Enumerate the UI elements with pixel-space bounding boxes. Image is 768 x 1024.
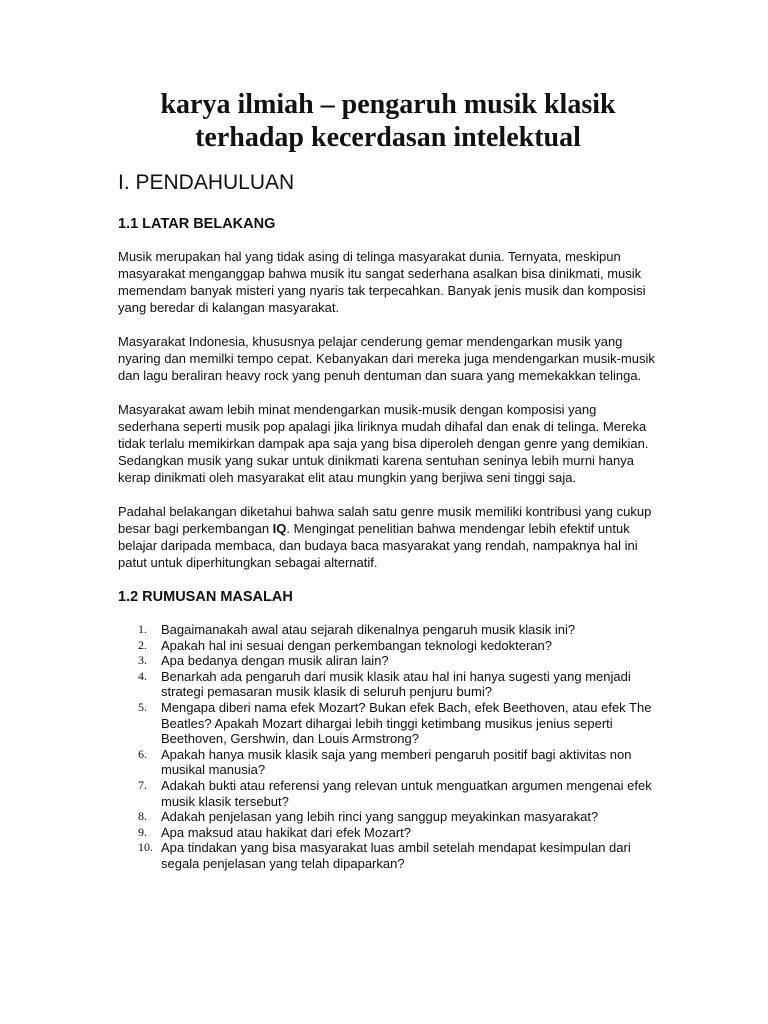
list-item-text: Bagaimanakah awal atau sejarah dikenalnya pengaruh musik klasik ini? (161, 622, 576, 637)
list-number: 1. (138, 622, 147, 636)
list-item-text: Apa tindakan yang bisa masyarakat luas ambil setelah mendapat kesimpulan dari segala penjelasan yang telah dipaparkan? (161, 840, 631, 871)
list-item (118, 653, 658, 669)
iq-bold-text: IQ (272, 521, 287, 536)
list-item (118, 840, 658, 871)
list-item (118, 747, 658, 778)
paragraph-text: . Mengingat penelitian bahwa mendengar lebih efektif untuk belajar daripada membaca, dan budaya baca masyarakat yang rendah, nampaknya hal ini patut untuk diperhitungkan sebagai alternatif. (118, 521, 638, 570)
list-item-text: Benarkah ada pengaruh dari musik klasik atau hal ini hanya sugesti yang menjadi strategi pemasaran musik klasik di seluruh penjuru bumi? (161, 668, 631, 700)
list-item-text: Apakah hal ini sesuai dengan perkembangan teknologi kedokteran? (161, 637, 553, 653)
list-item (118, 825, 658, 841)
list-number: 8. (138, 809, 147, 824)
list-item-text: Adakah penjelasan yang lebih rinci yang sanggup meyakinkan masyarakat? (161, 809, 599, 825)
list-number: 3. (138, 653, 147, 668)
list-item-text: Apakah hanya musik klasik saja yang memberi pengaruh positif bagi aktivitas non musikal manusia? (161, 746, 632, 778)
list-number: 10. (138, 840, 153, 855)
paragraph-text: Padahal belakangan diketahui bahwa salah satu genre musik memiliki kontribusi yang cukup besar bagi perkembangan (118, 504, 652, 536)
paragraph: Masyarakat Indonesia, khususnya pelajar cenderung gemar mendengarkan musik yang nyaring dan memilki tempo cepat. Kebanyakan dari mereka juga mendengarkan musik-musik dan lagu beraliran heavy rock yang penuh dentuman dan suara yang memekakkan telinga. (118, 334, 655, 383)
list-item (118, 669, 658, 700)
list-item-text: Adakah bukti atau referensi yang relevan untuk menguatkan argumen mengenai efek musik klasik tersebut? (161, 777, 652, 809)
question-list (118, 622, 658, 872)
list-item (118, 700, 658, 747)
list-number: 5. (138, 699, 147, 714)
list-number: 7. (138, 777, 147, 792)
list-number: 6. (138, 746, 147, 761)
subsection-heading-problem: 1.2 RUMUSAN MASALAH (118, 589, 293, 605)
document-title: karya ilmiah – pengaruh musik klasik terhadap kecerdasan intelektual (160, 89, 616, 153)
list-item-text: Mengapa diberi nama efek Mozart? Bukan efek Bach, efek Beethoven, atau efek The Beatles? Apakah Mozart dihargai lebih tinggi ketimbang musikus jenius seperti Beethoven, Gershwin, dan Louis Armstrong? (161, 699, 652, 747)
list-item (118, 638, 658, 654)
paragraph: Musik merupakan hal yang tidak asing di telinga masyarakat dunia. Ternyata, meskipun masyarakat menganggap bahwa musik itu sangat sederhana asalkan bisa dinikmati, musik memendam banyak misteri yang nyaris tak terpecahkan. Banyak jenis musik dan komposisi yang beredar di kalangan masyarakat. (118, 249, 646, 315)
paragraph-iq (118, 503, 658, 571)
list-item (118, 778, 658, 809)
list-item-text: Apa maksud atau hakikat dari efek Mozart? (161, 824, 412, 840)
list-item-text: Apa bedanya dengan musik aliran lain? (161, 653, 389, 669)
list-item (118, 809, 658, 825)
list-number: 4. (138, 668, 147, 683)
list-number: 9. (138, 824, 147, 839)
paragraph: Masyarakat awam lebih minat mendengarkan musik-musik dengan komposisi yang sederhana seperti musik pop apalagi jika liriknya mudah dihafal dan enak di telinga. Mereka tidak terlalu memikirkan dampak apa saja yang bisa diperoleh dengan genre yang demikian. Sedangkan musik yang sukar untuk dinikmati karena sentuhan seninya lebih murni hanya kerap dinikmati oleh masyarakat elit atau mungkin yang berjiwa seni tinggi saja. (118, 402, 649, 485)
list-number: 2. (138, 637, 147, 652)
list-item (118, 622, 658, 638)
subsection-heading-background: 1.1 LATAR BELAKANG (118, 216, 276, 232)
section-heading: I. PENDAHULUAN (118, 171, 295, 194)
document-page (118, 88, 658, 872)
